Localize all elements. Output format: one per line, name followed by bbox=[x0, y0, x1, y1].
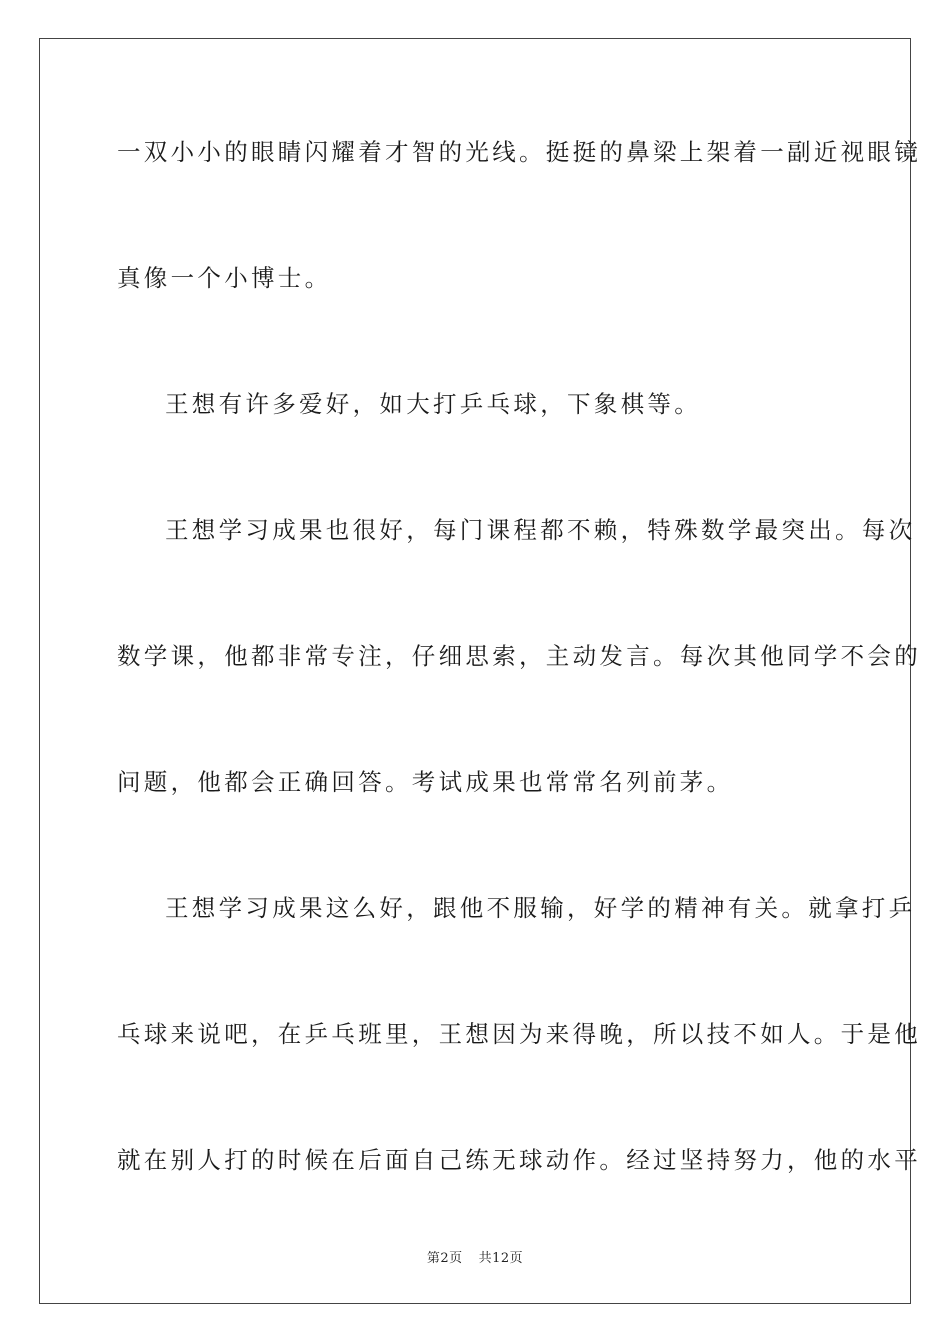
text-line-5: 数学课，他都非常专注，仔细思索，主动发言。每次其他同学不会的 bbox=[117, 642, 921, 670]
text-line-3: 王想有许多爱好，如大打乒乓球，下象棋等。 bbox=[165, 390, 701, 418]
page-number: 第2页 bbox=[426, 1251, 463, 1266]
text-line-4: 王想学习成果也很好，每门课程都不赖，特殊数学最突出。每次 bbox=[165, 516, 916, 544]
text-line-9: 就在别人打的时候在后面自己练无球动作。经过坚持努力，他的水平 bbox=[117, 1146, 921, 1174]
document-body bbox=[117, 126, 921, 1260]
text-line-2: 真像一个小博士。 bbox=[117, 264, 332, 292]
text-line-6: 问题，他都会正确回答。考试成果也常常名列前茅。 bbox=[117, 768, 734, 796]
text-line-8: 乓球来说吧，在乒乓班里，王想因为来得晚，所以技不如人。于是他 bbox=[117, 1020, 921, 1048]
page-total: 共12页 bbox=[478, 1251, 524, 1266]
text-line-1: 一双小小的眼睛闪耀着才智的光线。挺挺的鼻梁上架着一副近视眼镜 bbox=[117, 138, 921, 166]
text-line-7: 王想学习成果这么好，跟他不服输，好学的精神有关。就拿打乒 bbox=[165, 894, 916, 922]
page-footer bbox=[0, 1247, 950, 1266]
